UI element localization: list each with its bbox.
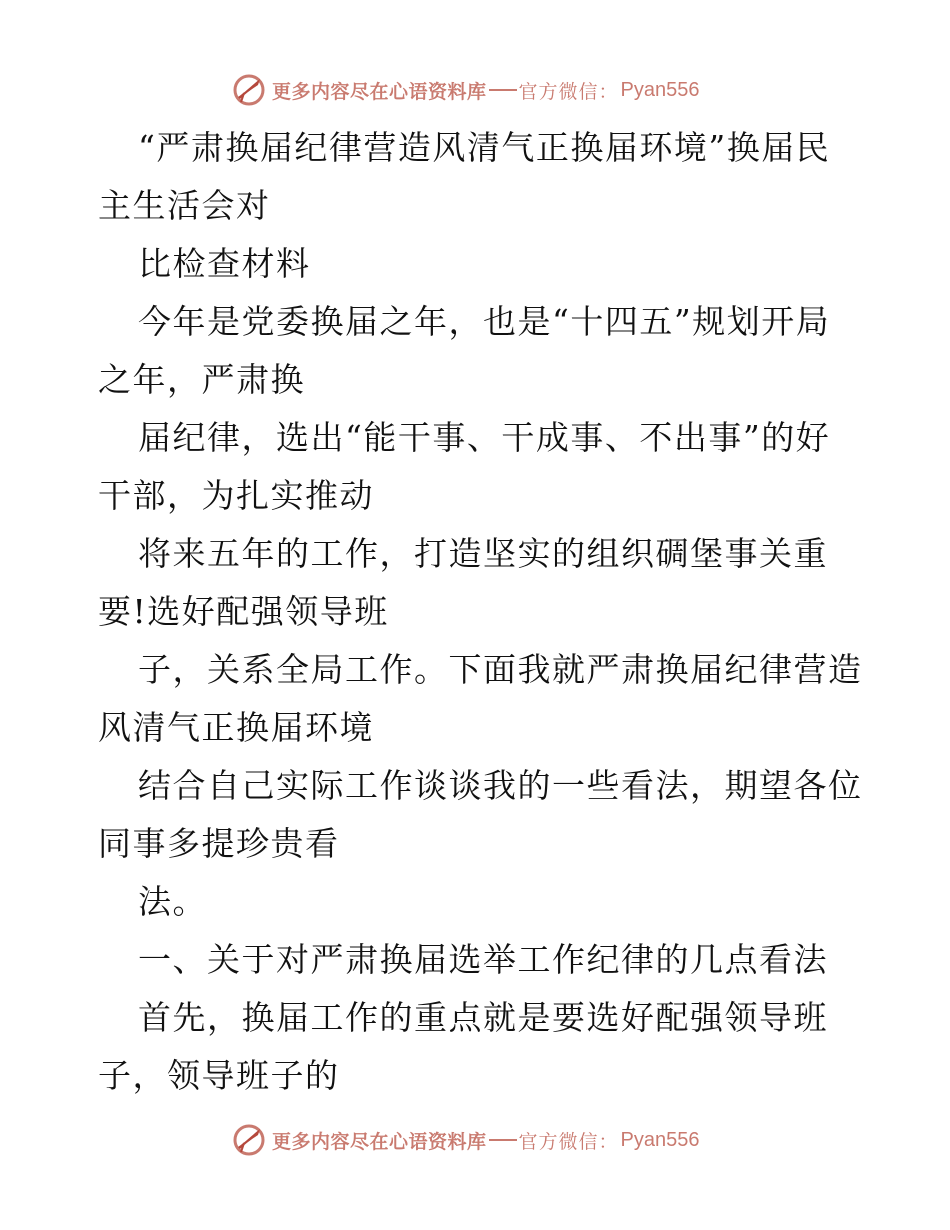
watermark-wechat-label: 官方微信：: [518, 80, 619, 103]
paragraph-line: 子，领导班子的: [98, 1056, 340, 1095]
watermark-wechat-id: Pyan556: [620, 1128, 700, 1151]
watermark-site-text: 更多内容尽在心语资料库: [272, 1130, 487, 1153]
footer-watermark-banner: [232, 1122, 700, 1158]
paragraph-line: 要!选好配强领导班: [98, 592, 389, 631]
paragraph-line: 结合自己实际工作谈谈我的一些看法，期望各位: [138, 766, 863, 805]
quill-logo-icon: [232, 1123, 266, 1157]
watermark-dash: [489, 89, 517, 91]
watermark-wechat-label: 官方微信：: [518, 1130, 619, 1153]
paragraph-line: 首先，换届工作的重点就是要选好配强领导班: [138, 998, 828, 1037]
paragraph-line: 届纪律，选出“能干事、干成事、不出事”的好: [138, 418, 831, 457]
section-heading: 一、关于对严肃换届选举工作纪律的几点看法: [138, 940, 828, 979]
paragraph-line: 干部，为扎实推动: [98, 476, 374, 515]
document-title-line-1: “严肃换届纪律营造风清气正换届环境”换届民: [138, 128, 831, 167]
paragraph-line: 同事多提珍贵看: [98, 824, 340, 863]
paragraph-line: 法。: [138, 882, 207, 921]
header-watermark-banner: [232, 72, 700, 108]
watermark-wechat-id: Pyan556: [620, 78, 700, 101]
watermark-site-text: 更多内容尽在心语资料库: [272, 80, 487, 103]
paragraph-line: 子，关系全局工作。下面我就严肃换届纪律营造: [138, 650, 863, 689]
paragraph-line: 风清气正换届环境: [98, 708, 374, 747]
quill-logo-icon: [232, 73, 266, 107]
paragraph-line: 将来五年的工作，打造坚实的组织碉堡事关重: [138, 534, 828, 573]
document-title-line-3: 比检查材料: [138, 244, 311, 283]
watermark-dash: [489, 1139, 517, 1141]
paragraph-line: 之年，严肃换: [98, 360, 305, 399]
document-title-line-2: 主生活会对: [98, 186, 271, 225]
paragraph-line: 今年是党委换届之年，也是“十四五”规划开局: [138, 302, 831, 341]
